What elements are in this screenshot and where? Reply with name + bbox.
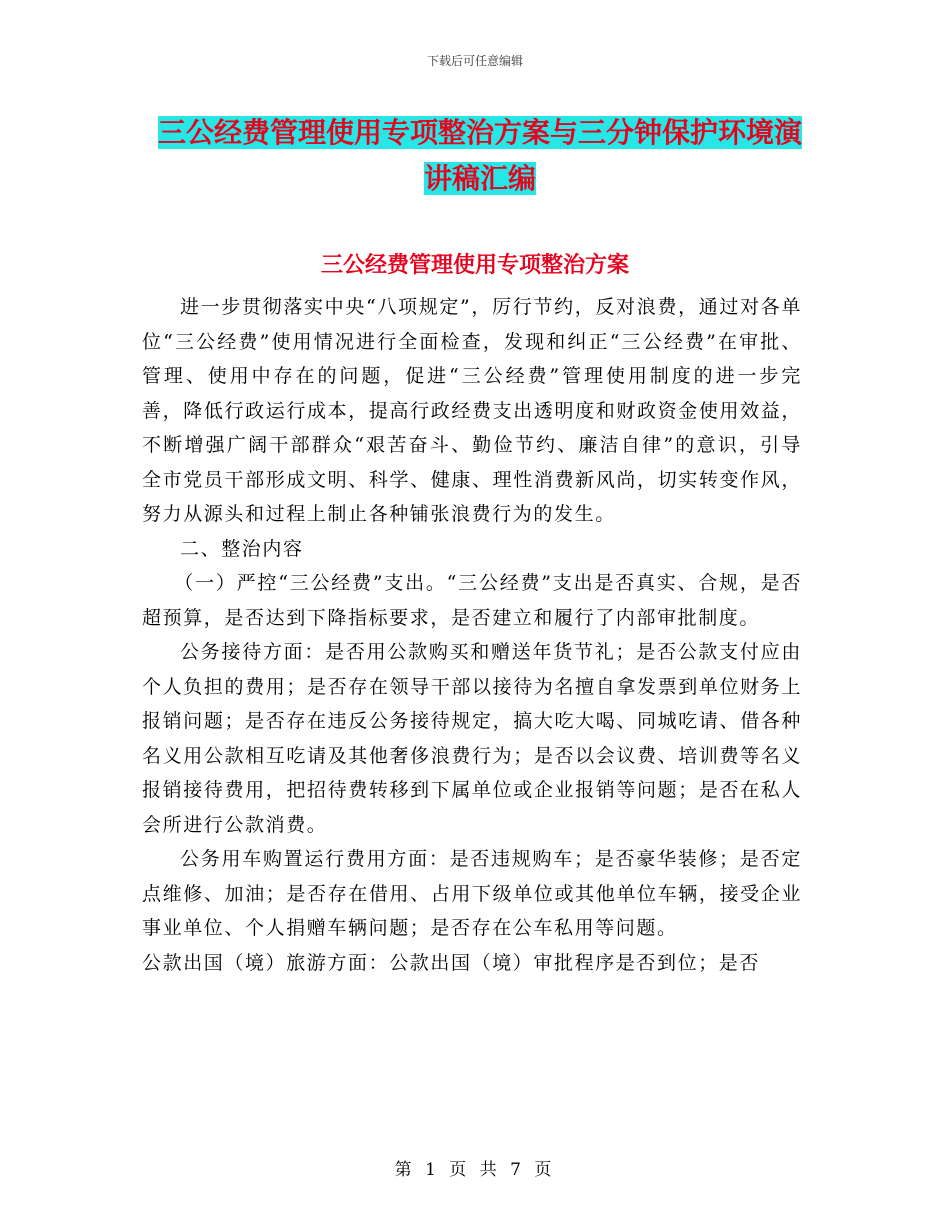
header-note: 下载后可任意编辑 bbox=[426, 54, 523, 68]
section-title: 三公经费管理使用专项整治方案 bbox=[320, 253, 629, 278]
page-footer: 第 1 页 共 7 页 bbox=[394, 1160, 556, 1180]
document-title-line2: 讲稿汇编 bbox=[423, 162, 536, 195]
document-title-line1: 三公经费管理使用专项整治方案与三分钟保护环境演 bbox=[157, 116, 802, 149]
paragraph-heading-2: 二、整治内容 bbox=[180, 537, 304, 560]
paragraph-vehicles: 公务用车购置运行费用方面：是否违规购车；是否豪华装修；是否定点维修、加油；是否存在借用、占用下级单位或其他单位车辆，接受企业事业单位、个人捐赠车辆问题；是否存在公车私用等问题。 bbox=[142, 848, 802, 939]
paragraph-reception: 公务接待方面：是否用公款购买和赠送年货节礼；是否公款支付应由个人负担的费用；是否存在领导干部以接待为名擅自拿发票到单位财务上报销问题；是否存在违反公务接待规定，搞大吃大喝、同城吃请、借各种名义用公款相互吃请及其他奢侈浪费行为；是否以会议费、培训费等名义报销接待费用，把招待费转移到下属单位或企业报销等问题；是否在私人会所进行公款消费。 bbox=[142, 641, 802, 836]
document-body bbox=[142, 290, 802, 980]
paragraph-intro: 进一步贯彻落实中央“八项规定”，厉行节约，反对浪费，通过对各单位“三公经费”使用情况进行全面检查，发现和纠正“三公经费”在审批、管理、使用中存在的问题，促进“三公经费”管理使用制度的进一步完善，降低行政运行成本，提高行政经费支出透明度和财政资金使用效益，不断增强广阔干部群众“艰苦奋斗、勤俭节约、廉洁自律”的意识，引导全市党员干部形成文明、科学、健康、理性消费新风尚，切实转变作风，努力从源头和过程上制止各种铺张浪费行为的发生。 bbox=[142, 296, 802, 525]
paragraph-item-1: （一）严控“三公经费”支出。“三公经费”支出是否真实、合规，是否超预算，是否达到下降指标要求，是否建立和履行了内部审批制度。 bbox=[142, 572, 802, 629]
paragraph-overseas: 公款出国（境）旅游方面：公款出国（境）审批程序是否到位；是否 bbox=[142, 951, 761, 974]
document-title bbox=[150, 110, 810, 202]
